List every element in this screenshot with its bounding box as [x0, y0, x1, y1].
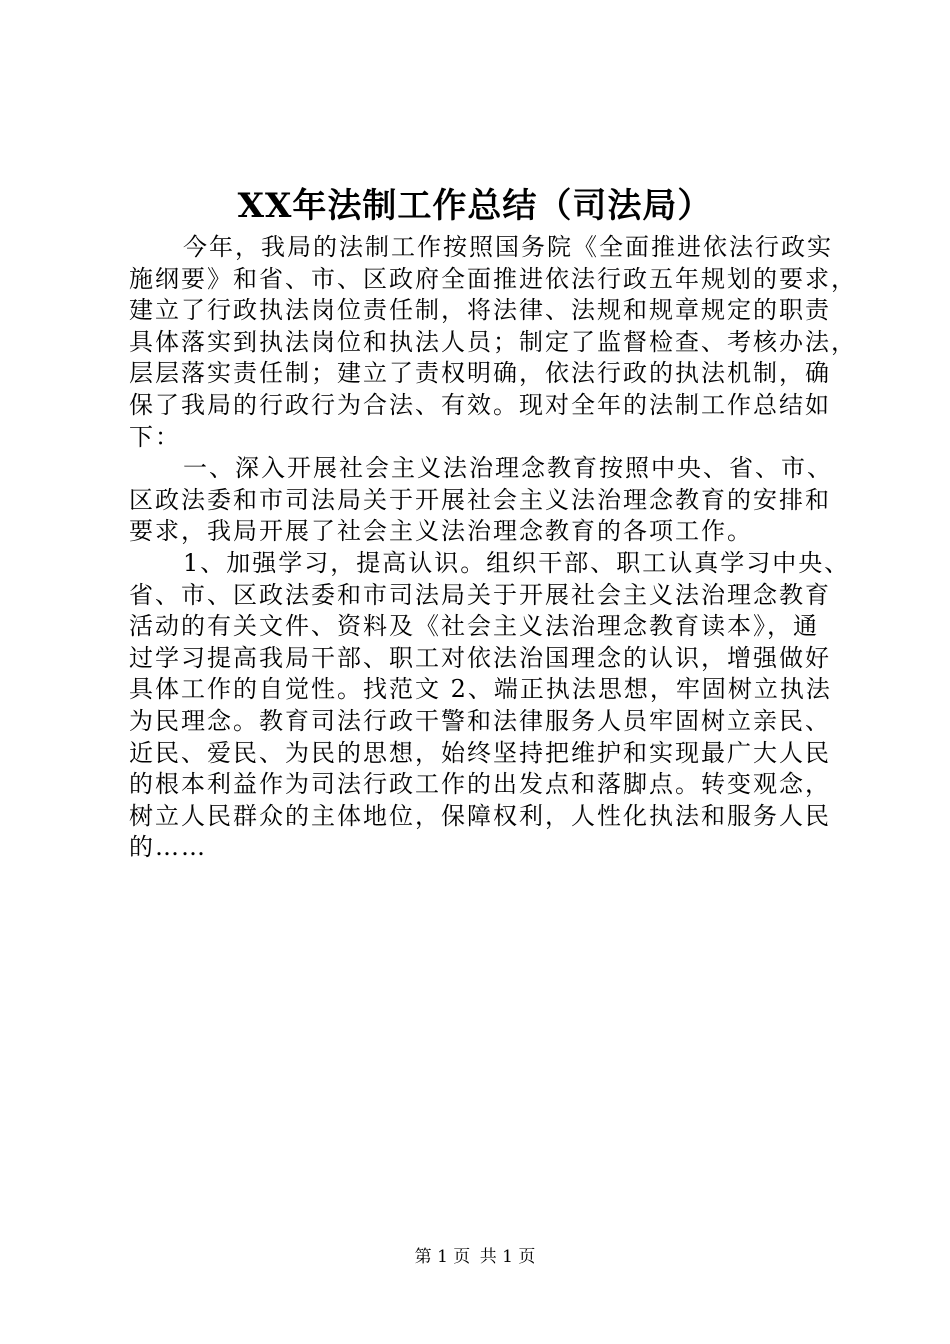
body-line: 保了我局的行政行为合法、有效。现对全年的法制工作总结如 [129, 390, 831, 419]
body-line: 的根本利益作为司法行政工作的出发点和落脚点。转变观念， [129, 770, 831, 799]
page-number: 第 1 页 [414, 1247, 471, 1267]
body-line: 建立了行政执法岗位责任制，将法律、法规和规章规定的职责 [129, 296, 831, 325]
body-line: 施纲要》和省、市、区政府全面推进依法行政五年规划的要求， [129, 264, 857, 293]
document-title: XX年法制工作总结（司法局） [237, 186, 713, 226]
body-line: 近民、爱民、为民的思想，始终坚持把维护和实现最广大人民 [129, 738, 831, 767]
page-footer [0, 1245, 950, 1269]
body-line: 区政法委和市司法局关于开展社会主义法治理念教育的安排和 [129, 485, 831, 514]
body-line: 层层落实责任制；建立了责权明确，依法行政的执法机制，确 [129, 359, 831, 388]
body-line: 1、加强学习，提高认识。组织干部、职工认真学习中央、 [183, 548, 851, 577]
body-line: 下： [129, 422, 181, 451]
body-line: 活动的有关文件、资料及《社会主义法治理念教育读本》，通 [129, 612, 819, 641]
page-total: 共 1 页 [479, 1247, 536, 1267]
body-line: 过学习提高我局干部、职工对依法治国理念的认识，增强做好 [129, 643, 831, 672]
body-line: 具体工作的自觉性。找范文 2、端正执法思想，牢固树立执法 [129, 675, 832, 704]
body-line: 具体落实到执法岗位和执法人员；制定了监督检查、考核办法， [129, 327, 857, 356]
body-line: 今年，我局的法制工作按照国务院《全面推进依法行政实 [183, 233, 833, 261]
body-line: 省、市、区政法委和市司法局关于开展社会主义法治理念教育 [129, 580, 831, 609]
body-line: 一、深入开展社会主义法治理念教育按照中央、省、市、 [183, 454, 833, 483]
body-line: 的…… [129, 833, 207, 862]
document-body [129, 232, 857, 864]
body-line: 树立人民群众的主体地位，保障权利，人性化执法和服务人民 [129, 801, 831, 830]
body-line: 要求，我局开展了社会主义法治理念教育的各项工作。 [129, 517, 753, 546]
body-line: 为民理念。教育司法行政干警和法律服务人员牢固树立亲民、 [129, 706, 831, 735]
